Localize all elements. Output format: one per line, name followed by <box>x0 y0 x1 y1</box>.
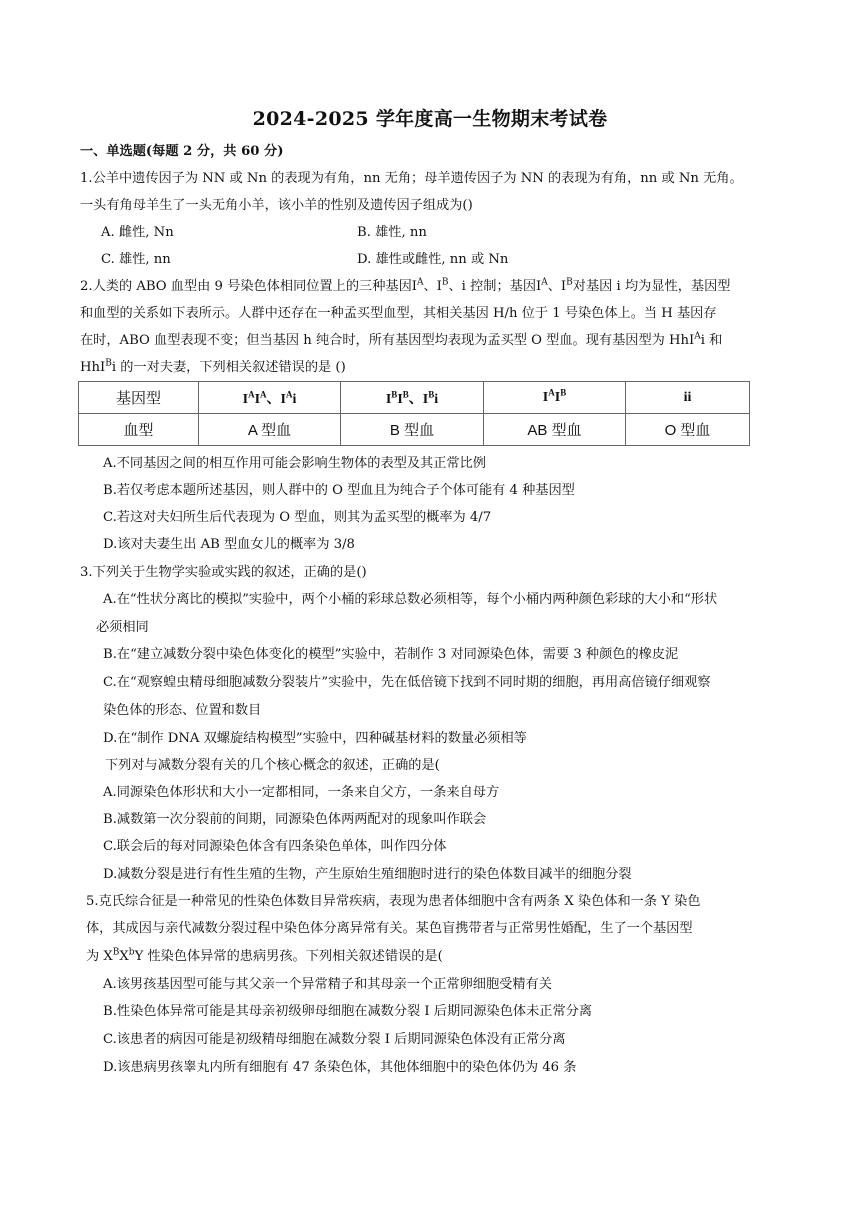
table-row-genotype <box>79 382 750 414</box>
table-header-bloodtype: 血型 <box>79 414 199 446</box>
q5-option-b: B.性染色体异常可能是其母亲初级卵母细胞在减数分裂 I 后期同源染色体未正常分离 <box>103 1004 593 1019</box>
q3-option-c-line1: C.在“观察蝗虫精母细胞减数分裂装片”实验中，先在低倍镜下找到不同时期的细胞，再用高倍镜仔细观察 <box>103 675 711 690</box>
q2-option-b: B.若仅考虑本题所述基因，则人群中的 O 型血且为纯合子个体可能有 4 种基因型 <box>103 483 575 498</box>
table-cell-genotype-a: $I^AI^A$、$I^Ai$ <box>199 382 341 414</box>
q5-option-d: D.该患病男孩睾丸内所有细胞有 47 条染色体，其他体细胞中的染色体仍为 46 条 <box>103 1060 577 1075</box>
table-cell-blood-a: A 型血 <box>199 414 341 446</box>
q3-option-a-line1: A.在“性状分离比的模拟”实验中，两个小桶的彩球总数必须相等，每个小桶内两种颜色彩球的大小和“形状 <box>103 592 718 607</box>
section-heading: 一、单选题(每题 2 分，共 60 分) <box>80 144 284 159</box>
q4-option-d: D.减数分裂是进行有性生殖的生物，产生原始生殖细胞时进行的染色体数目减半的细胞分裂 <box>103 867 632 882</box>
q4-option-c: C.联会后的每对同源染色体含有四条染色单体，叫作四分体 <box>103 839 447 854</box>
q3-option-d: D.在“制作 DNA 双螺旋结构模型”实验中，四种碱基材料的数量必须相等 <box>103 731 527 746</box>
table-cell-genotype-b: $I^BI^B$、$I^Bi$ <box>341 382 484 414</box>
q2-option-d: D.该对夫妻生出 AB 型血女儿的概率为 3/8 <box>103 537 355 552</box>
q4-option-a: A.同源染色体形状和大小一定都相同，一条来自父方，一条来自母方 <box>103 785 500 800</box>
q5-stem-line3: 为 $X^BX^bY$ 性染色体异常的患病男孩。下列相关叙述错误的是( <box>86 947 443 964</box>
table-row-bloodtype <box>79 414 750 446</box>
q3-option-b: B.在“建立减数分裂中染色体变化的模型”实验中，若制作 3 对同源染色体，需要 3 种颜色的橡皮泥 <box>103 647 679 662</box>
genotype-bloodtype-table <box>78 381 750 446</box>
q1-option-a: A. 雌性, Nn <box>101 225 174 240</box>
q2-stem-line3: 在时，ABO 血型表现不变；但当基因 h 纯合时，所有基因型均表现为孟买型 O 型血。现有基因型为 HhI$^A$i 和 <box>80 331 723 348</box>
table-cell-blood-b: B 型血 <box>341 414 484 446</box>
q3-stem: 3.下列关于生物学实验或实践的叙述，正确的是() <box>80 565 367 580</box>
exam-title: 2024-2025 学年度高一生物期末考试卷 <box>252 108 608 130</box>
q1-option-c: C. 雄性, nn <box>101 252 171 267</box>
q1-stem-line2: 一头有角母羊生了一头无角小羊，该小羊的性别及遗传因子组成为() <box>80 198 473 213</box>
q5-option-a: A.该男孩基因型可能与其父亲一个异常精子和其母亲一个正常卵细胞受精有关 <box>103 977 552 992</box>
q5-stem-line2: 体，其成因与亲代减数分裂过程中染色体分离异常有关。某色盲携带者与正常男性婚配，生了一个基因型 <box>86 921 693 936</box>
table-cell-blood-o: O 型血 <box>626 414 750 446</box>
q2-option-c: C.若这对夫妇所生后代表现为 O 型血，则其为孟买型的概率为 4/7 <box>103 510 492 525</box>
q4-stem: 下列对与减数分裂有关的几个核心概念的叙述，正确的是( <box>105 758 440 773</box>
q2-stem-line2: 和血型的关系如下表所示。人群中还存在一种孟买型血型，其相关基因 H/h 位于 1 号染色体上。当 H 基因存 <box>80 306 717 321</box>
table-cell-genotype-ab: $I^AI^B$ <box>484 382 626 414</box>
q5-option-c: C.该患者的病因可能是初级精母细胞在减数分裂 I 后期同源染色体没有正常分离 <box>103 1032 566 1047</box>
table-header-genotype: 基因型 <box>79 382 199 414</box>
q1-option-d: D. 雄性或雌性, nn 或 Nn <box>357 252 509 267</box>
q5-stem-line1: 5.克氏综合征是一种常见的性染色体数目异常疾病，表现为患者体细胞中含有两条 X 染色体和一条 Y 染色 <box>86 894 701 909</box>
q3-option-c-line2: 染色体的形态、位置和数目 <box>103 703 262 718</box>
q3-option-a-line2: 必须相同 <box>96 620 149 635</box>
q1-option-b: B. 雄性, nn <box>357 225 427 240</box>
q4-option-b: B.减数第一次分裂前的间期，同源染色体两两配对的现象叫作联会 <box>103 812 487 827</box>
q2-stem-line4: HhI$^B$i 的一对夫妻，下列相关叙述错误的是 () <box>80 358 346 375</box>
table-cell-genotype-o: ii <box>626 382 750 414</box>
q2-stem-line1: 2.人类的 ABO 血型由 9 号染色体相同位置上的三种基因$I^A$、$I^B$、i 控制；基因$I^A$、$I^B$对基因 i 均为显性，基因型 <box>80 277 731 294</box>
table-cell-blood-ab: AB 型血 <box>484 414 626 446</box>
q1-stem-line1: 1.公羊中遗传因子为 NN 或 Nn 的表现为有角，nn 无角；母羊遗传因子为 NN 的表现为有角，nn 或 Nn 无角。 <box>80 171 743 186</box>
q2-option-a: A.不同基因之间的相互作用可能会影响生物体的表型及其正常比例 <box>103 456 486 471</box>
